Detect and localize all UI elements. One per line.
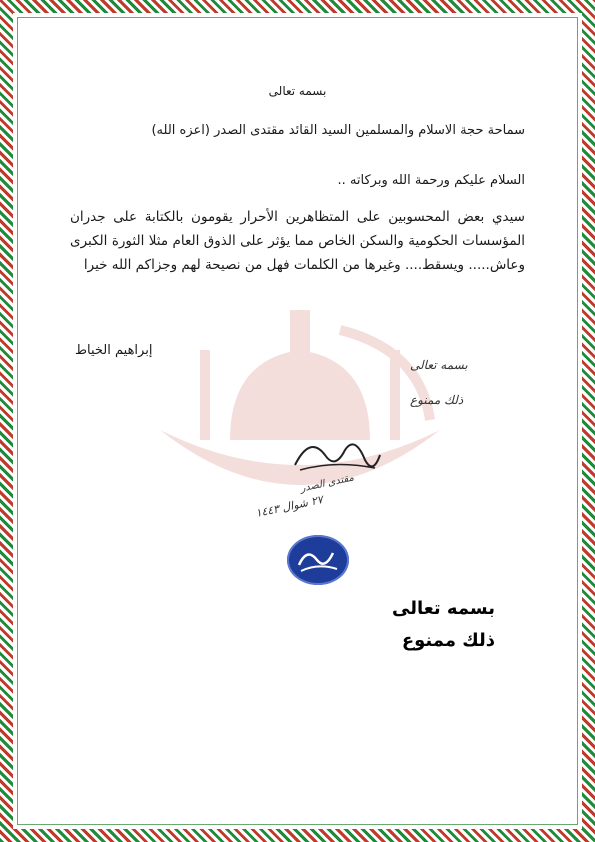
signature-icon — [285, 430, 385, 480]
typed-reply-text: ذلك ممنوع — [401, 630, 495, 651]
basmala-heading: بسمه تعالى — [268, 84, 327, 98]
letter-body: سيدي بعض المحسوبين على المتظاهرين الأحرار يقومون بالكتابة على جدران المؤسسات الحكومية والسكن الخاص مما يؤثر على الذوق العام مثلا الثورة الكبرى وعاش..... ويسقط.... وغيرها من الكلمات فهل من نصيحة لهم وجزاكم الله خيرا — [70, 209, 525, 273]
seal-stamp-icon — [287, 535, 349, 585]
shrine-watermark-icon — [140, 290, 460, 530]
signer-name: إبراهيم الخياط — [75, 343, 153, 358]
greeting-line: السلام عليكم ورحمة الله وبركاته .. — [337, 173, 525, 188]
handwritten-basmala: بسمه تعالى — [410, 358, 468, 372]
handwritten-reply: ذلك ممنوع — [410, 393, 464, 407]
signature-name: مقتدى الصدر — [299, 472, 355, 495]
signature-date: ٢٧ شوال ١٤٤٣ — [254, 493, 325, 520]
typed-reply-basmala: بسمه تعالى — [392, 598, 495, 619]
addressee-line: سماحة حجة الاسلام والمسلمين السيد القائد مقتدى الصدر (اعزه الله) — [151, 123, 525, 138]
